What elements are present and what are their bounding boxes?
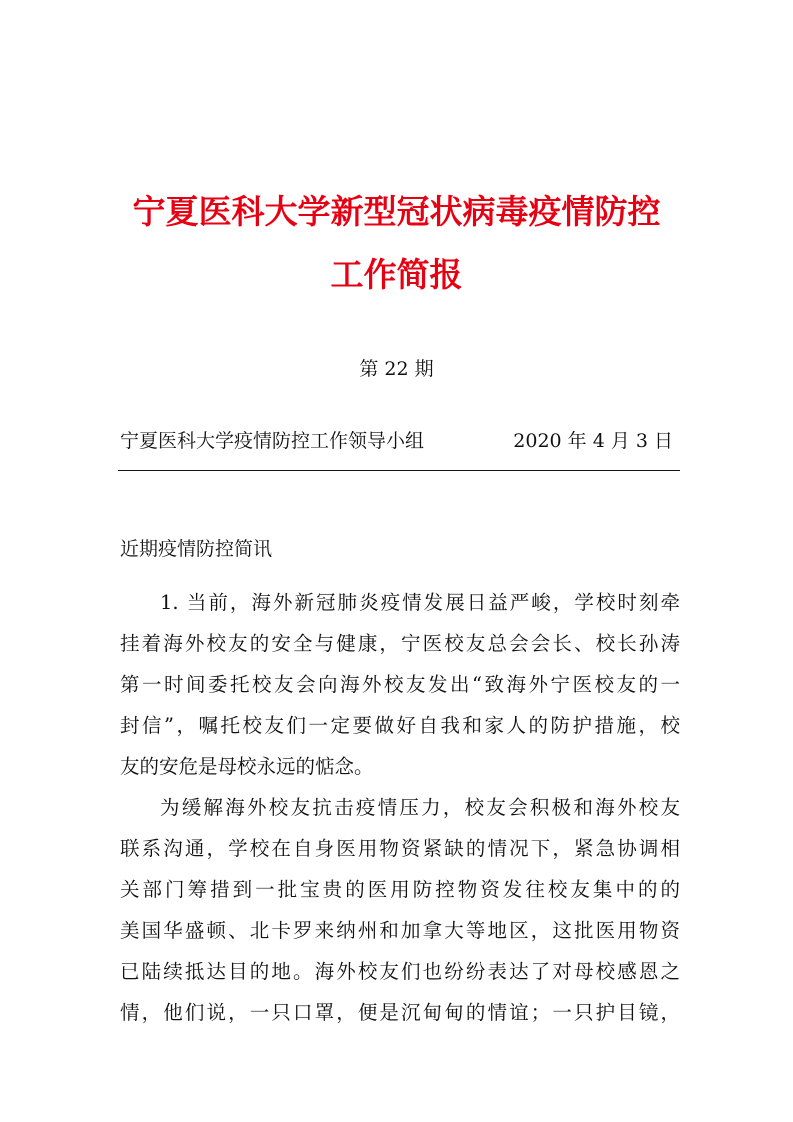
paragraph-2-line: 情，他们说，一只口罩，便是沉甸甸的情谊；一只护目镜， [120,1001,680,1024]
issue-number: 第 22 期 [359,358,434,380]
bulletin-title-line-1: 宁夏医科大学新型冠状病毒疫情防控 [132,192,661,231]
issuing-organization: 宁夏医科大学疫情防控工作领导小组 [120,430,425,452]
paragraph-1-line: 封信”，嘱托校友们一定要做好自我和家人的防护措施，校 [120,714,680,737]
issue-date: 2020 年 4 月 3 日 [513,430,673,452]
paragraph-2-line: 联系沟通，学校在自身医用物资紧缺的情况下，紧急协调相 [120,837,680,860]
paragraph-2-line: 关部门筹措到一批宝贵的医用防控物资发往校友集中的的 [120,878,680,901]
paragraph-2-line: 为缓解海外校友抗击疫情压力，校友会积极和海外校友 [160,796,680,819]
section-heading: 近期疫情防控简讯 [120,538,273,560]
paragraph-1-line: 1. 当前，海外新冠肺炎疫情发展日益严峻，学校时刻牵 [160,591,680,614]
paragraph-2-line: 美国华盛顿、北卡罗来纳州和加拿大等地区，这批医用物资 [120,919,680,942]
bulletin-title-line-2: 工作简报 [330,255,463,294]
paragraph-1-line: 第一时间委托校友会向海外校友发出“致海外宁医校友的一 [120,673,680,696]
header-divider [118,470,680,471]
paragraph-2-line: 已陆续抵达目的地。海外校友们也纷纷表达了对母校感恩之 [120,960,680,983]
paragraph-1-line: 挂着海外校友的安全与健康，宁医校友总会会长、校长孙涛 [120,632,680,655]
paragraph-1-line: 友的安危是母校永远的惦念。 [120,755,374,778]
